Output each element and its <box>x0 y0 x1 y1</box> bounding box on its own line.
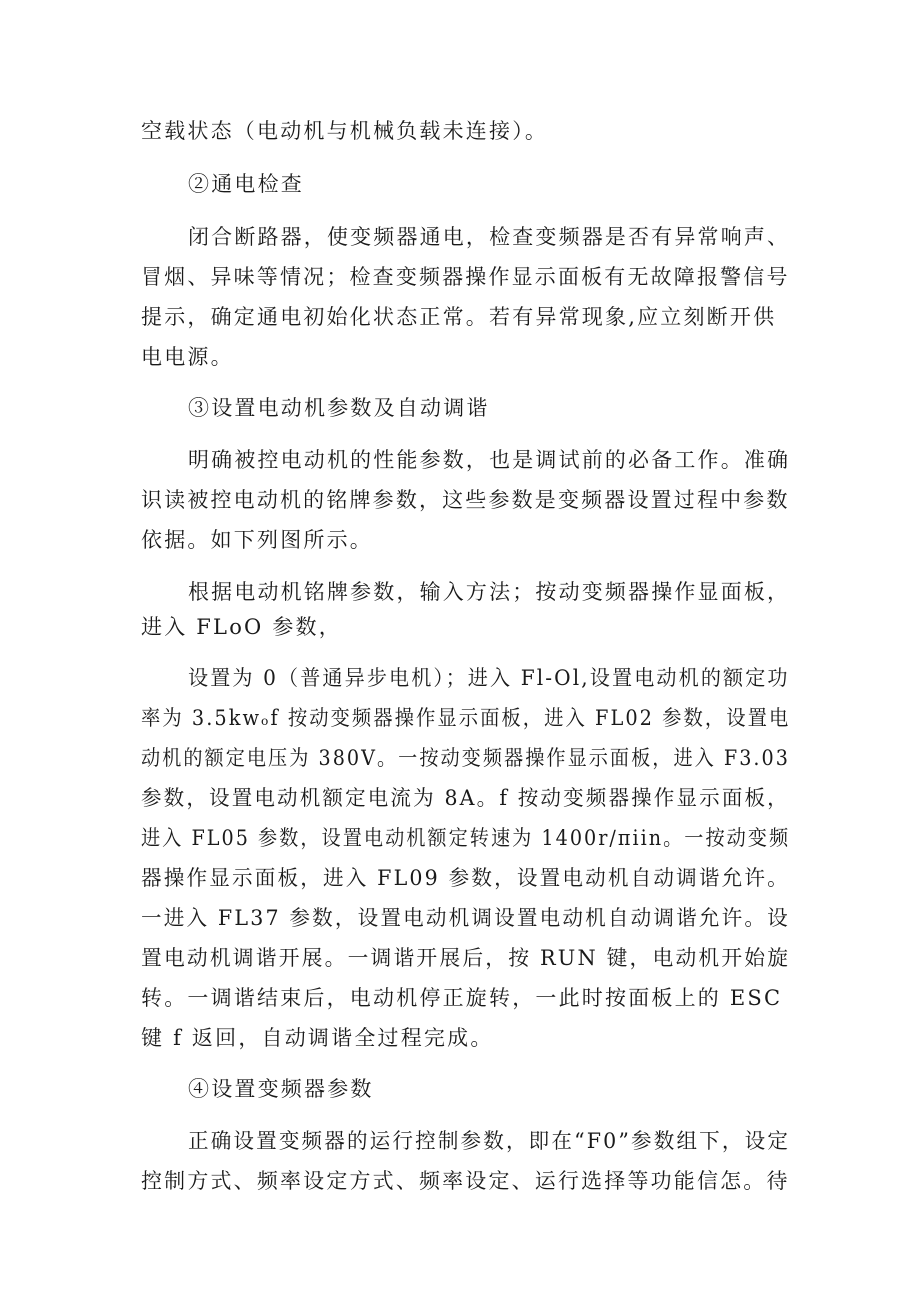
text-line: 冒烟、异味等情况；检查变频器操作显示面板有无故障报警信号 <box>141 265 790 289</box>
text-line: 电电源。 <box>141 345 234 369</box>
text-line: 转。一调谐结束后，电动机停正旋转，一此时按面板上的 ESC <box>141 986 783 1010</box>
text-line: 进入 FL05 参数，设置电动机额定转速为 1400r∕πiin。一按动变频 <box>141 826 791 850</box>
text-line: 率为 3.5kwₒf 按动变频器操作显示面板，进入 FL02 参数，设置电 <box>141 706 791 730</box>
text-line: 识读被控电动机的铭牌参数，这些参数是变频器设置过程中参数 <box>141 488 790 512</box>
text-line: 空载状态（电动机与机械负载未连接）。 <box>141 119 549 143</box>
text-line: 一进入 FL37 参数，设置电动机调设置电动机自动调谐允许。设 <box>141 906 790 930</box>
text-line: 键 f 返回，自动调谐全过程完成。 <box>141 1026 494 1050</box>
text-line: 进入 FLoO 参数， <box>141 615 342 639</box>
text-line: 置电动机调谐开展。一调谐开展后，按 RUN 键，电动机开始旋 <box>141 946 791 970</box>
section-heading: ③设置电动机参数及自动调谐 <box>188 396 490 420</box>
text-line: 提示，确定通电初始化状态正常。若有异常现象,应立刻断开供 <box>141 305 777 329</box>
text-line: 器操作显示面板，进入 FL09 参数，设置电动机自动调谐允许。 <box>141 866 790 890</box>
text-line: 闭合断路器，使变频器通电，检查变频器是否有异常响声、 <box>188 225 791 249</box>
text-line: 控制方式、频率设定方式、频率设定、运行选择等功能信怎。待 <box>141 1169 790 1193</box>
section-heading: ④设置变频器参数 <box>188 1077 374 1101</box>
text-line: 明确被控电动机的性能参数，也是调试前的必备工作。准确 <box>188 448 791 472</box>
text-line: 正确设置变频器的运行控制参数，即在“F0”参数组下，设定 <box>188 1129 791 1153</box>
section-heading: ②通电检查 <box>188 172 304 196</box>
text-line: 参数，设置电动机额定电流为 8A。f 按动变频器操作显示面板， <box>141 786 790 810</box>
text-line: 设置为 0（普通异步电机）；进入 Fl-Ol,设置电动机的额定功 <box>188 666 790 690</box>
text-line: 依据。如下列图所示。 <box>141 528 373 552</box>
text-line: 根据电动机铭牌参数，输入方法；按动变频器操作显面板， <box>188 580 791 604</box>
text-line: 动机的额定电压为 380V。一按动变频器操作显示面板，进入 F3.03 <box>141 746 790 770</box>
